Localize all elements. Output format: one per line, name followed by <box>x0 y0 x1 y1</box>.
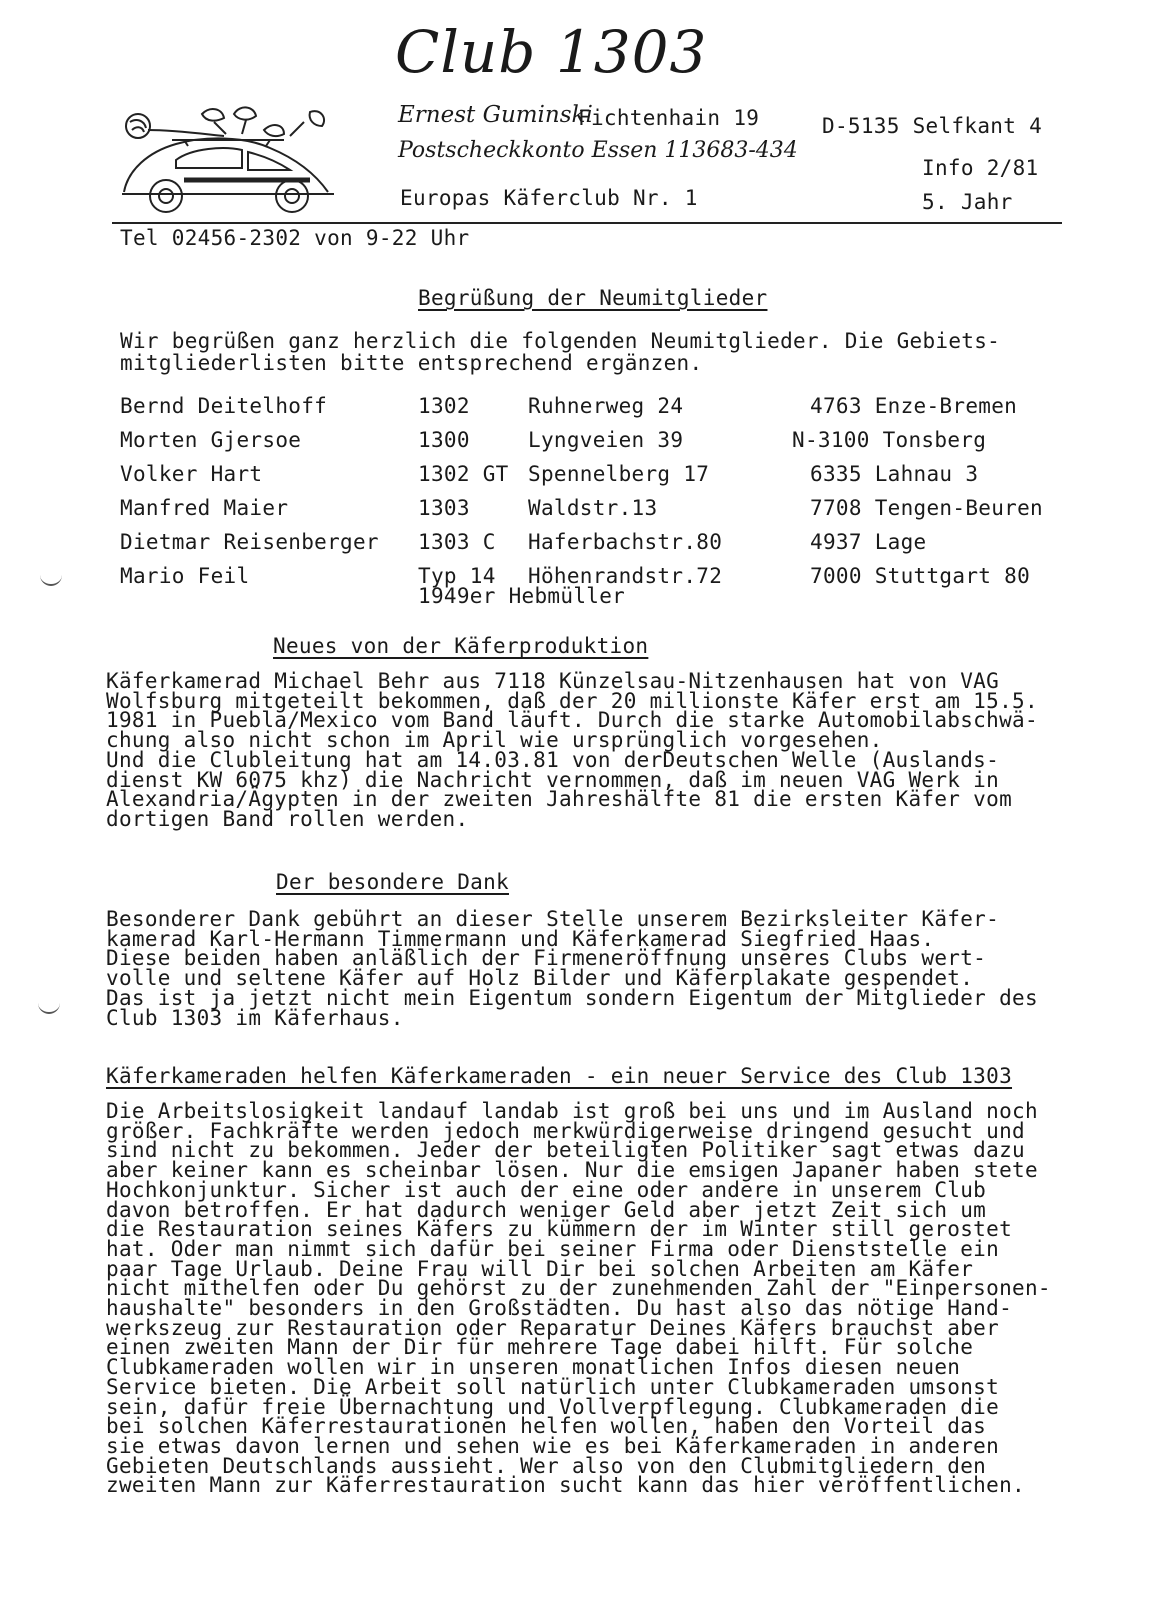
info-issue: Info 2/81 <box>922 156 1039 180</box>
member-car-note: 1949er Hebmüller <box>418 584 626 608</box>
member-city: 7000 Stuttgart 80 <box>810 564 1031 588</box>
member-name: Manfred Maier <box>120 496 289 520</box>
club-tagline: Europas Käferclub Nr. 1 <box>400 186 698 210</box>
member-street: Waldstr.13 <box>528 496 658 520</box>
club-year: 5. Jahr <box>922 190 1013 214</box>
thanks-heading: Der besondere Dank <box>276 870 509 894</box>
beetle-car-with-rose-logo-icon <box>114 100 344 220</box>
member-city: 7708 Tengen-Beuren <box>810 496 1043 520</box>
member-name: Dietmar Reisenberger <box>120 530 379 554</box>
member-row <box>120 394 1100 428</box>
member-street: Lyngveien 39 <box>528 428 684 452</box>
member-street: Höhenrandstr.72 <box>528 564 723 588</box>
punch-hole-mark <box>40 574 62 586</box>
greeting-heading: Begrüßung der Neumitglieder <box>418 286 768 310</box>
member-car-type: 1303 <box>418 496 470 520</box>
member-car-type: 1302 <box>418 394 470 418</box>
member-street: Haferbachstr.80 <box>528 530 723 554</box>
member-car-type: 1302 GT <box>418 462 509 486</box>
member-row <box>120 530 1100 564</box>
member-name: Morten Gjersoe <box>120 428 302 452</box>
member-city: 4937 Lage <box>810 530 927 554</box>
greeting-intro: Wir begrüßen ganz herzlich die folgenden Neumitglieder. Die Gebiets- mitgliederlisten bitte entsprechend ergänzen. <box>120 329 1001 375</box>
member-city: 4763 Enze-Bremen <box>810 394 1018 418</box>
owner-address: Fichtenhain 19 <box>578 106 760 130</box>
postcode-city: D-5135 Selfkant 4 <box>822 114 1043 138</box>
member-street: Spennelberg 17 <box>528 462 710 486</box>
member-row <box>120 496 1100 530</box>
member-city: 6335 Lahnau 3 <box>810 462 979 486</box>
member-name: Mario Feil <box>120 564 250 588</box>
telephone-line: Tel 02456-2302 von 9-22 Uhr <box>120 226 470 250</box>
owner-name: Ernest Guminski <box>398 102 593 128</box>
member-city: N-3100 Tonsberg <box>792 428 987 452</box>
service-heading: Käferkameraden helfen Käferkameraden - ein neuer Service des Club 1303 <box>106 1064 1013 1088</box>
member-row <box>120 462 1100 496</box>
member-car-type: 1300 <box>418 428 470 452</box>
member-name: Bernd Deitelhoff <box>120 394 328 418</box>
thanks-paragraph: Besonderer Dank gebührt an dieser Stelle unserem Bezirksleiter Käfer- kamerad Karl-Hermann Timmermann und Käferkamerad Siegfried Haas. Diese beiden haben anläßlich der Firmeneröffnung unseres Clubs wert- volle und seltene Käfer auf Holz Bilder und Käferplakate gespendet. Das ist ja jetzt nicht mein Eigentum sondern Eigentum der Mitglieder des Club 1303 im Käferhaus. <box>106 907 1038 1030</box>
member-row <box>120 564 1100 608</box>
news-heading: Neues von der Käferproduktion <box>273 634 649 658</box>
postscheck-account: Postscheckkonto Essen 113683-434 <box>398 138 798 163</box>
member-car-type: Typ 14 <box>418 564 496 588</box>
punch-hole-mark <box>38 1002 60 1014</box>
news-paragraph: Käferkamerad Michael Behr aus 7118 Künzelsau-Nitzenhausen hat von VAG Wolfsburg mitgeteilt bekommen, daß der 20 millionste Käfer erst am 15.5. 1981 in Puebla/Mexico vom Band läuft. Durch die starke Automobilabschwä- chung also nicht schon im April wie ursprünglich vorgesehen. Und die Clubleitung hat am 14.03.81 von derDeutschen Welle (Auslands- dienst KW 6075 khz) die Nachricht vernommen, daß im neuen VAG Werk in Alexandria/Ägypten in der zweiten Jahreshälfte 81 die ersten Käfer vom dortigen Band rollen werden. <box>106 669 1038 831</box>
member-street: Ruhnerweg 24 <box>528 394 684 418</box>
member-name: Volker Hart <box>120 462 263 486</box>
member-list <box>120 394 1100 608</box>
club-title: Club 1303 <box>395 18 708 86</box>
member-row <box>120 428 1100 462</box>
service-paragraph: Die Arbeitslosigkeit landauf landab ist groß bei uns und im Ausland noch größer. Fachkräfte werden jedoch merkwürdigerweise dringend gesucht und sind nicht zu bekommen. Jeder der beteiligten Politiker sagt etwas dazu aber keiner kann es scheinbar lösen. Nur die emsigen Japaner haben stete Hochkonjunktur. Sicher ist auch der eine oder andere in unserem Club davon betroffen. Er hat dadurch weniger Geld aber jetzt Zeit sich um die Restauration seines Käfers zu kümmern der im Winter still gerostet hat. Oder man nimmt sich dafür bei seiner Firma oder Dienststelle ein paar Tage Urlaub. Deine Frau will Dir bei solchen Arbeiten am Käfer nicht mithelfen oder Du gehörst zu der zunehmenden Zahl der "Einpersonen- haushalte" besonders in den Großstädten. Du hast also das nötige Hand- werkszeug zur Restauration oder Reparatur Deines Käfers brauchst aber einen zweiten Mann der Dir für mehrere Tage dabei hilft. Für solche Clubkameraden wollen wir in unseren monatlichen Infos diesen neuen Service bieten. Die Arbeit soll natürlich unter Clubkameraden umsonst sein, dafür freie Übernachtung und Vollverpflegung. Clubkameraden die bei solchen Käferrestaurationen helfen wollen, haben den Vorteil das sie etwas davon lernen und sehen wie es bei Käferkameraden in anderen Gebieten Deutschlands aussieht. Wer also von den Clubmitgliedern den zweiten Mann zur Käferrestauration sucht kann das hier veröffentlichen. <box>106 1099 1051 1498</box>
member-car-type: 1303 C <box>418 530 496 554</box>
header-divider <box>112 222 1062 224</box>
